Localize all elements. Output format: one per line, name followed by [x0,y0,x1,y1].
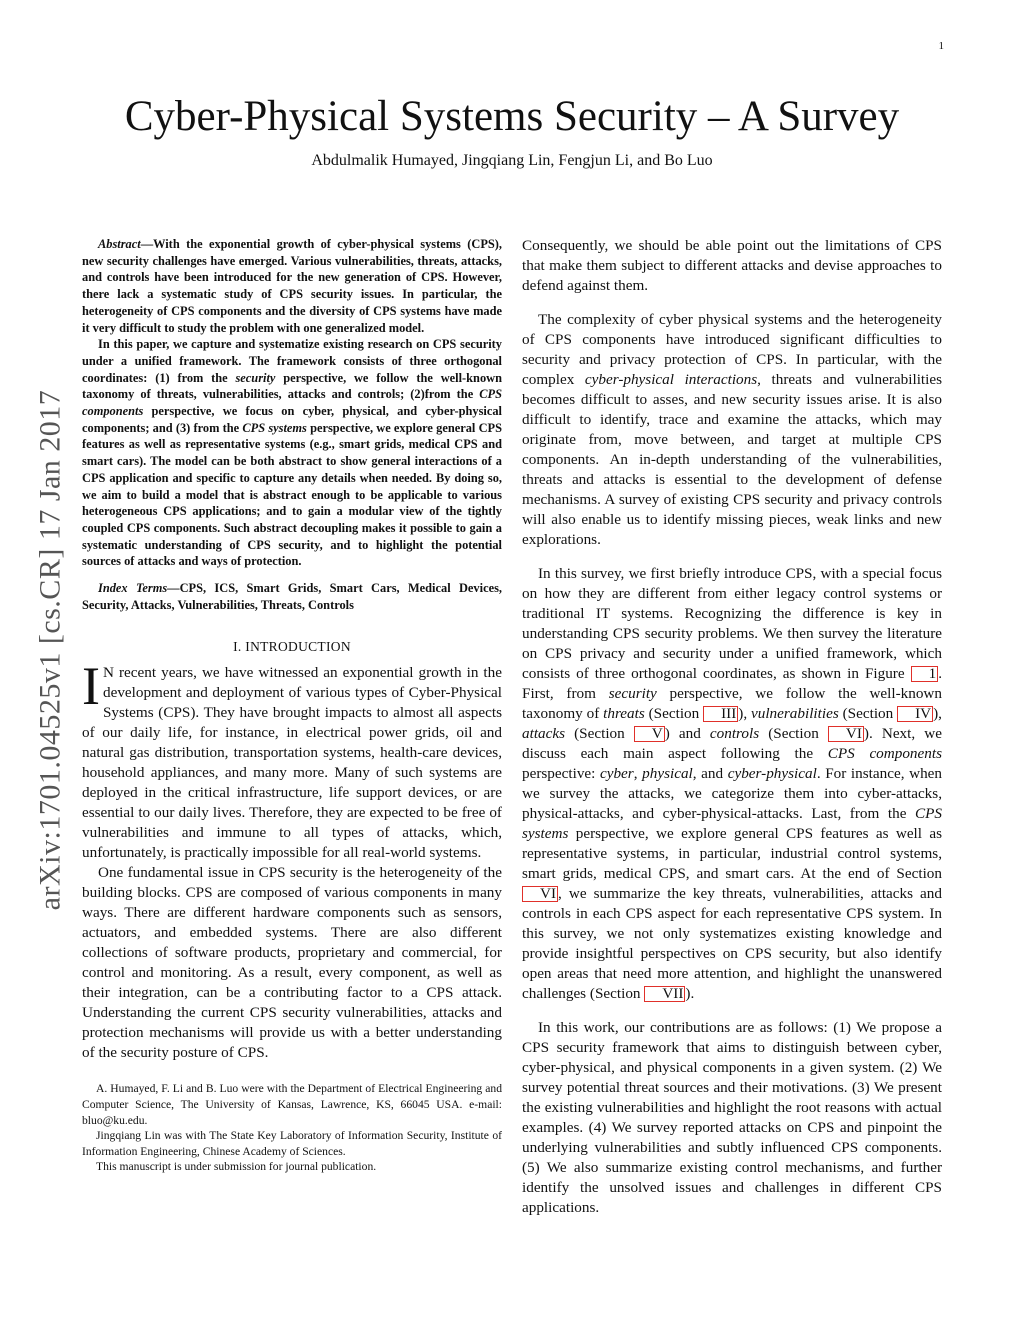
section-ref-link[interactable]: V [634,726,665,742]
arxiv-stamp [20,360,80,940]
body-paragraph: In this work, our contributions are as follows: (1) We propose a CPS security framework that aims to distinguish between cyber, cyber-physical, and physical components in a given system. (2) We survey potential threat sources and their motivations. (3) We present the existing vulnerabilities and highlight the root reasons with actual examples. (4) We survey reported attacks on CPS and pinpoint the underlying vulnerabilities and subtly influenced CPS components. (5) We also summarize existing control mechanisms, and further identify the unsolved issues and challenges in different CPS applications. [522,1019,942,1216]
footnote: A. Humayed, F. Li and B. Luo were with the Department of Electrical Engineering and Computer Science, The University of Kansas, Lawrence, KS, 66045 USA. e-mail: bluo@ku.edu. [82,1082,502,1127]
abstract-label: Abstract [98,237,141,251]
paper-title: Cyber-Physical Systems Security – A Survey [124,93,900,140]
footnote: This manuscript is under submission for journal publication. [96,1160,377,1174]
body-paragraph: The complexity of cyber physical systems and the heterogeneity of CPS components have introduced significant difficulties to security and privacy protection of CPS. In particular, with the complex cyber-physical interactions, threats and vulnerabilities becomes difficult to asses, and new security issues arise. It is also difficult to identify, trace and examine the attacks, which may originate from, move between, and target at multiple CPS components. An in-depth understanding of the vulnerabilities, threats and attacks is essential to the development of defense mechanisms. A survey of existing CPS security and privacy controls will also enable us to identify missing pieces, weak links and new explorations. [522,311,943,548]
abstract-paragraph: In this paper, we capture and systematize existing research on CPS security under a unified framework. The framework consists of three orthogonal coordinates: (1) from the security perspective, we follow the well-known taxonomy of threats, vulnerabilities, attacks and controls; (2)from the CPS components perspective, we focus on cyber, physical, and cyber-physical components; and (3) from the CPS systems perspective, we explore general CPS features as well as representative systems (e.g., smart grids, medical CPS and smart cars). The model can be both abstract to show general interactions of a CPS application and specific to capture any details when needed. By doing so, we aim to build a model that is abstract enough to be applicable to various heterogeneous CPS applications; and to gain a modular view of the tightly coupled CPS components. Such abstract decoupling makes it possible to gain a systematic understanding of CPS security, and to highlight the potential sources of attacks and ways of protection. [82,337,502,569]
right-column [522,236,942,1218]
author-list: Abdulmalik Humayed, Jingqiang Lin, Fengjun Li, and Bo Luo [311,152,713,169]
section-ref-link[interactable]: VI [828,726,864,742]
section-ref-link[interactable]: IV [897,706,933,722]
figure-ref-link[interactable]: 1 [911,666,939,682]
section-heading-introduction: I. INTRODUCTION [233,639,351,655]
abstract [82,236,502,570]
page-number: 1 [938,40,944,52]
section-ref-link[interactable]: III [703,706,738,722]
body-paragraph: In this survey, we first briefly introduce CPS, with a special focus on how they are different from either legacy control systems or traditional IT systems. Recognizing the difference is key in understanding CPS security problems. We then survey the literature on CPS privacy and security under a unified framework, which consists of three orthogonal coordinates, as shown in Figure 1 . First, from security perspective, we follow the well-known taxonomy of threats (Section III ), vulnerabilities (Section IV ), attacks (Section V ) and controls (Section VI ). Next, we discuss each main aspect following the CPS components perspective: cyber, physical, and cyber-physical. For instance, when we survey the attacks, we categorize them into cyber-attacks, physical-attacks, and cyber-physical-attacks. Last, from the CPS systems perspective, we explore general CPS features as well as representative systems, in particular, industrial control systems, smart grids, medical CPS, and smart cars. At the end of Section VI , we summarize the key threats, vulnerabilities, attacks and controls in each CPS aspect for each representative CPS system. In this survey, we not only systematizes existing knowledge and provide insightful perspectives on CPS security, but also identify open areas that need more attention, and highlight the unanswered challenges (Section VII ). [522,565,942,1002]
section-ref-link[interactable]: VI [522,886,558,902]
body-paragraph: Consequently, we should be able point out the limitations of CPS that make them subject to different attacks and devise approaches to defend against them. [522,237,942,294]
drop-cap: I [82,656,100,717]
index-terms: Index Terms—CPS, ICS, Smart Grids, Smart Cars, Medical Devices, Security, Attacks, Vulnerabilities, Threats, Controls [82,581,502,612]
section-ref-link[interactable]: VII [644,986,685,1002]
body-paragraph: One fundamental issue in CPS security is the heterogeneity of the building blocks. CPS are composed of various components in many ways. There are different hardware components such as sensors, actuators, and embedded systems. There are also different collections of software products, proprietary and commercial, for control and monitoring. As a result, every component, as well as their integration, can be a contributing factor to a CPS attack. Understanding the current CPS security vulnerabilities, attacks and protection mechanisms will provide us with a better understanding of the security posture of CPS. [82,864,502,1062]
index-terms-label: Index Terms [98,581,168,596]
arxiv-stamp-text: arXiv:1701.04525v1 [cs.CR] 17 Jan 2017 [33,389,66,911]
left-column [82,236,502,1175]
body-paragraph: I N recent years, we have witnessed an exponential growth in the development and deployment of various types of Cyber-Physical Systems (CPS). They have brought impacts to almost all aspects of our daily life, for instance, in electrical power grids, oil and natural gas distribution, transportation systems, health-care devices, household appliances, and many more. Many of such systems are deployed in the critical infrastructure, life support devices, or are essential to our daily lives. Therefore, they are expected to be free of vulnerabilities and immune to all types of attacks, which, unfortunately, is practically impossible for all real-world systems. [82,656,502,862]
abstract-paragraph: Abstract—With the exponential growth of cyber-physical systems (CPS), new security challenges have emerged. Various vulnerabilities, threats, attacks, and controls have been introduced for the new generation of CPS. However, there lack a systematic study of CPS security issues. In particular, the heterogeneity of CPS components and the diversity of CPS systems have made it very difficult to study the problem with one generalized model. [82,237,502,335]
footnotes [82,1081,502,1175]
footnote: Jingqiang Lin was with The State Key Laboratory of Information Security, Institute of Information Engineering, Chinese Academy of Sciences. [82,1129,502,1158]
introduction-body [82,656,502,1063]
